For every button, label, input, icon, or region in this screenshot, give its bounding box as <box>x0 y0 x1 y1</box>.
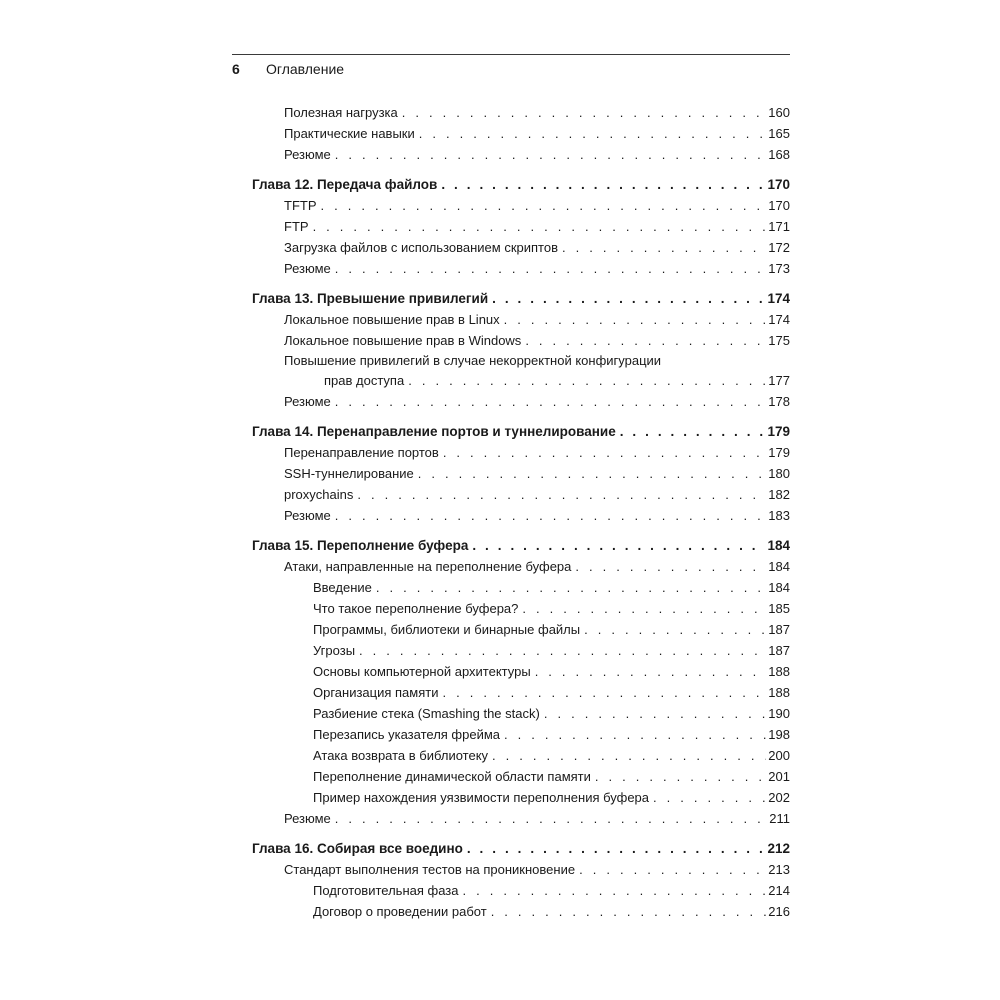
chapter-heading-title: Глава 15. Переполнение буфера <box>252 538 469 553</box>
toc-entry-title: Полезная нагрузка <box>284 105 398 120</box>
toc-entry-page: 213 <box>768 862 790 877</box>
leader-dots <box>491 901 767 922</box>
chapter-heading[interactable] <box>252 288 790 309</box>
toc-entry-title: FTP <box>284 219 309 234</box>
toc-entry-page: 183 <box>768 508 790 523</box>
chapter-heading[interactable] <box>252 838 790 859</box>
toc-entry[interactable] <box>252 258 790 279</box>
toc-entry[interactable] <box>252 682 790 703</box>
toc-entry-page: 178 <box>768 394 790 409</box>
toc-entry-title: Разбиение стека (Smashing the stack) <box>313 706 540 721</box>
leader-dots <box>419 123 767 144</box>
toc-entry[interactable] <box>252 598 790 619</box>
toc-entry[interactable] <box>252 309 790 330</box>
toc-entry-title: Перезапись указателя фрейма <box>313 727 501 742</box>
toc-entry-page: 180 <box>768 466 790 481</box>
toc-entry-title: proxychains <box>284 487 354 502</box>
toc-entry-title: Введение <box>313 580 372 595</box>
leader-dots <box>443 442 766 463</box>
toc-entry-page: 170 <box>768 198 790 213</box>
chapter-heading-page: 212 <box>767 841 790 856</box>
toc-entry-title: Резюме <box>284 508 331 523</box>
toc-entry-title: Договор о проведении работ <box>313 904 487 919</box>
leader-dots <box>418 463 767 484</box>
leader-dots <box>467 838 766 859</box>
toc-entry[interactable] <box>252 859 790 880</box>
leader-dots <box>357 484 766 505</box>
toc-entry-page: 184 <box>768 559 790 574</box>
chapter-heading-page: 179 <box>767 424 790 439</box>
chapter-heading-page: 170 <box>767 177 790 192</box>
toc-entry-title: Организация памяти <box>313 685 439 700</box>
leader-dots <box>313 216 767 237</box>
toc-entry-title: Что такое переполнение буфера? <box>313 601 519 616</box>
running-header-title: Оглавление <box>266 61 345 77</box>
toc-entry-title: Резюме <box>284 394 331 409</box>
toc-entry-page: 174 <box>768 312 790 327</box>
leader-dots <box>335 391 767 412</box>
leader-dots <box>472 535 765 556</box>
toc-entry-page: 214 <box>768 883 790 898</box>
toc-entry-title: Загрузка файлов с использованием скриптов <box>284 240 558 255</box>
toc-entry-continuation-title: прав доступа <box>324 373 405 388</box>
toc-entry[interactable] <box>252 661 790 682</box>
chapter-heading-title: Глава 12. Передача файлов <box>252 177 438 192</box>
leader-dots <box>335 505 767 526</box>
leader-dots <box>522 598 766 619</box>
toc-entry[interactable] <box>252 463 790 484</box>
toc-entry-title: Резюме <box>284 147 331 162</box>
leader-dots <box>376 577 766 598</box>
toc-entry[interactable] <box>252 391 790 412</box>
toc-entry-title: Программы, библиотеки и бинарные файлы <box>313 622 581 637</box>
toc-entry-page: 175 <box>768 333 790 348</box>
chapter-heading-title: Глава 13. Превышение привилегий <box>252 291 489 306</box>
toc-entry-title: Практические навыки <box>284 126 415 141</box>
toc-entry[interactable] <box>252 330 790 351</box>
toc-entry-title: Атака возврата в библиотеку <box>313 748 489 763</box>
toc-entry[interactable] <box>252 901 790 922</box>
table-of-contents <box>252 102 790 922</box>
toc-chapter-ch14 <box>252 421 790 526</box>
toc-chapter-ch16 <box>252 838 790 922</box>
toc-entry-title: Повышение привилегий в случае некорректной конфигурации <box>284 353 662 368</box>
toc-entry-page: 173 <box>768 261 790 276</box>
toc-entry[interactable] <box>252 237 790 258</box>
toc-entry-page: 198 <box>768 727 790 742</box>
toc-entry-title: Перенаправление портов <box>284 445 439 460</box>
chapter-heading-page: 184 <box>767 538 790 553</box>
toc-entry-page: 165 <box>768 126 790 141</box>
toc-entry[interactable] <box>252 351 790 370</box>
toc-entry-title: Переполнение динамической области памяти <box>313 769 591 784</box>
toc-entry-page: 190 <box>768 706 790 721</box>
leader-dots <box>620 421 766 442</box>
leader-dots <box>575 556 766 577</box>
toc-entry[interactable] <box>252 787 790 808</box>
toc-entry-page: 201 <box>768 769 790 784</box>
chapter-heading-title: Глава 14. Перенаправление портов и туннелирование <box>252 424 616 439</box>
leader-dots <box>335 258 767 279</box>
toc-entry-title: SSH-туннелирование <box>284 466 414 481</box>
toc-entry[interactable] <box>252 880 790 901</box>
toc-entry[interactable] <box>252 577 790 598</box>
toc-entry-page: 185 <box>768 601 790 616</box>
toc-entry[interactable] <box>252 123 790 144</box>
running-header <box>232 59 790 79</box>
leader-dots <box>653 787 766 808</box>
toc-entry[interactable] <box>252 484 790 505</box>
chapter-heading[interactable] <box>252 535 790 556</box>
toc-entry[interactable] <box>252 216 790 237</box>
toc-entry-title: Локальное повышение прав в Linux <box>284 312 500 327</box>
toc-entry-title: Атаки, направленные на переполнение буфера <box>284 559 572 574</box>
toc-entry-page: 179 <box>768 445 790 460</box>
toc-chapter-ch15 <box>252 535 790 829</box>
toc-entry-page: 182 <box>768 487 790 502</box>
toc-entry-page: 171 <box>768 219 790 234</box>
toc-entry[interactable] <box>252 505 790 526</box>
leader-dots <box>335 808 767 829</box>
leader-dots <box>584 619 766 640</box>
toc-entry-title: Резюме <box>284 261 331 276</box>
chapter-heading-title: Глава 16. Собирая все воедино <box>252 841 463 856</box>
toc-entry-title: Угрозы <box>313 643 356 658</box>
toc-chapter-pre <box>252 102 790 165</box>
toc-entry-page: 188 <box>768 685 790 700</box>
chapter-heading-page: 174 <box>767 291 790 306</box>
leader-dots <box>525 330 766 351</box>
leader-dots <box>402 102 767 123</box>
toc-entry-page: 202 <box>768 790 790 805</box>
toc-entry[interactable] <box>252 640 790 661</box>
leader-dots <box>562 237 766 258</box>
toc-entry-page: 168 <box>768 147 790 162</box>
chapter-heading[interactable] <box>252 421 790 442</box>
leader-dots <box>441 174 765 195</box>
toc-entry-title: Основы компьютерной архитектуры <box>313 664 531 679</box>
leader-dots <box>442 682 766 703</box>
toc-entry-page: 216 <box>768 904 790 919</box>
toc-entry-title: Стандарт выполнения тестов на проникновение <box>284 862 576 877</box>
toc-entry-title: Подготовительная фаза <box>313 883 459 898</box>
toc-chapter-ch12 <box>252 174 790 279</box>
toc-entry-continuation[interactable] <box>252 370 790 391</box>
leader-dots <box>492 288 765 309</box>
leader-dots <box>595 766 766 787</box>
leader-dots <box>408 370 766 391</box>
leader-dots <box>359 640 766 661</box>
toc-entry-page: 188 <box>768 664 790 679</box>
toc-entry[interactable] <box>252 195 790 216</box>
toc-entry[interactable] <box>252 724 790 745</box>
leader-dots <box>335 144 767 165</box>
leader-dots <box>504 724 766 745</box>
toc-entry[interactable] <box>252 766 790 787</box>
toc-entry-page: 211 <box>769 811 790 826</box>
toc-entry[interactable] <box>252 745 790 766</box>
leader-dots <box>544 703 766 724</box>
toc-entry-title: TFTP <box>284 198 317 213</box>
toc-entry-page: 172 <box>768 240 790 255</box>
leader-dots <box>462 880 766 901</box>
toc-entry-title: Резюме <box>284 811 331 826</box>
toc-entry-title: Пример нахождения уязвимости переполнения буфера <box>313 790 650 805</box>
header-rule <box>232 54 790 55</box>
leader-dots <box>492 745 766 766</box>
page-number: 6 <box>232 61 240 77</box>
toc-entry-page: 200 <box>768 748 790 763</box>
chapter-heading[interactable] <box>252 174 790 195</box>
toc-entry-continuation-page: 177 <box>768 373 790 388</box>
toc-entry-page: 187 <box>768 622 790 637</box>
toc-chapter-ch13 <box>252 288 790 412</box>
toc-entry[interactable] <box>252 619 790 640</box>
toc-entry[interactable] <box>252 144 790 165</box>
leader-dots <box>321 195 767 216</box>
toc-entry[interactable] <box>252 703 790 724</box>
toc-entry-title: Локальное повышение прав в Windows <box>284 333 522 348</box>
leader-dots <box>535 661 767 682</box>
toc-entry-page: 160 <box>768 105 790 120</box>
leader-dots <box>579 859 766 880</box>
toc-entry-page: 184 <box>768 580 790 595</box>
toc-entry-page: 187 <box>768 643 790 658</box>
leader-dots <box>504 309 767 330</box>
toc-entry[interactable] <box>252 102 790 123</box>
toc-entry[interactable] <box>252 808 790 829</box>
toc-entry[interactable] <box>252 556 790 577</box>
toc-entry[interactable] <box>252 442 790 463</box>
